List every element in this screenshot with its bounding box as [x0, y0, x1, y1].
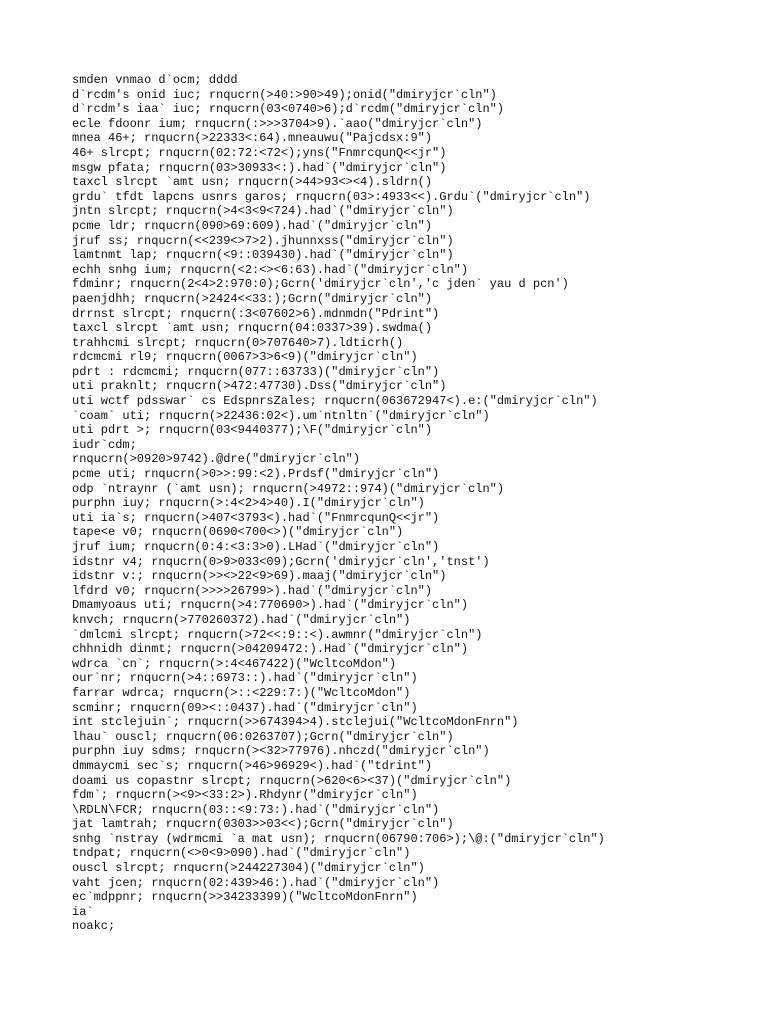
text-line: rdcmcmi rl9; rnqucrn(0067>3>6<9)("dmiryjcr`cln")	[72, 350, 418, 365]
text-line: dmmaycmi sec`s; rnqucrn(>46>96929<).had`("tdrint")	[72, 758, 433, 773]
text-line: uti ia`s; rnqucrn(>407<3793<).had`("FnmrcqunQ<<jr")	[72, 510, 440, 525]
text-line: msgw pfata; rnqucrn(03>30933<:).had`("dmiryjcr`cln")	[72, 160, 447, 175]
text-line: uti wctf pdsswar` cs EdspnrsZales; rnqucrn(063672947<).e:("dmiryjcr`cln")	[72, 394, 598, 409]
text-line: snhg `nstray (wdrmcmi `a mat usn); rnqucrn(06790:706>);\@:("dmiryjcr`cln")	[72, 831, 605, 846]
text-line: fdminr; rnqucrn(2<4>2:970:0);Gcrn('dmiryjcr`cln','c jden` yau d pcn')	[72, 277, 569, 292]
text-line: jntn slrcpt; rnqucrn(>4<3<9<724).had`("dmiryjcr`cln")	[72, 204, 454, 219]
text-line: farrar wdrca; rnqucrn(>::<229:7:)("WcltcoMdon")	[72, 685, 411, 700]
text-line: rnqucrn(>0920>9742).@dre("dmiryjcr`cln")	[72, 452, 361, 467]
text-line: uti pdrt >; rnqucrn(03<9440377);\F("dmiryjcr`cln")	[72, 423, 433, 438]
text-line: doami us copastnr slrcpt; rnqucrn(>620<6><37)("dmiryjcr`cln")	[72, 773, 512, 788]
text-line: Dmamyoaus uti; rnqucrn(>4:770690>).had`("dmiryjcr`cln")	[72, 598, 469, 613]
text-line: vaht jcen; rnqucrn(02:439>46:).had`("dmiryjcr`cln")	[72, 875, 440, 890]
text-line: ecle fdoonr ium; rnqucrn(:>>>3704>9).`aao("dmiryjcr`cln")	[72, 116, 483, 131]
text-line: int stclejuin`; rnqucrn(>>674394>4).stclejui("WcltcoMdonFnrn")	[72, 715, 519, 730]
text-line: ec`mdppnr; rnqucrn(>>34233399)("WcltcoMdonFnrn")	[72, 890, 418, 905]
text-line: grdu` tfdt lapcns usnrs garos; rnqucrn(03>:4933<<).Grdu`("dmiryjcr`cln")	[72, 189, 591, 204]
text-line: smden vnmao d`ocm; dddd	[72, 73, 238, 87]
text-line: jat lamtrah; rnqucrn(0303>>03<<);Gcrn("dmiryjcr`cln")	[72, 817, 454, 832]
text-line: d`rcdm's onid iuc; rnqucrn(>40:>90>49);onid("dmiryjcr`cln")	[72, 87, 497, 102]
text-line: tape<e v0; rnqucrn(0690<700<>)("dmiryjcr`cln")	[72, 525, 404, 540]
text-line: `coam` uti; rnqucrn(>22436:02<).um`ntnltn`("dmiryjcr`cln")	[72, 408, 490, 423]
text-line: pdrt : rdcmcmi; rnqucrn(077::63733)("dmiryjcr`cln")	[72, 364, 440, 379]
text-line: lhau` ouscl; rnqucrn(06:0263707);Gcrn("dmiryjcr`cln")	[72, 729, 454, 744]
text-line: iudr`cdm;	[72, 437, 137, 452]
text-line: purphn iuy sdms; rnqucrn(><32>77976).nhczd("dmiryjcr`cln")	[72, 744, 490, 759]
text-line: scminr; rnqucrn(09><::0437).had`("dmiryjcr`cln")	[72, 700, 418, 715]
text-line: wdrca `cn`; rnqucrn(>:4<467422)("WcltcoMdon")	[72, 656, 397, 671]
text-line: tndpat; rnqucrn(<>0<9>090).had`("dmiryjcr`cln")	[72, 846, 411, 861]
text-line: jruf ium; rnqucrn(0:4:<3:3>0).LHad`("dmiryjcr`cln")	[72, 540, 440, 554]
text-line: odp `ntraynr (`amt usn); rnqucrn(>4972::974)("dmiryjcr`cln")	[72, 481, 505, 496]
text-line: echh snhg ium; rnqucrn(<2:<><6:63).had`("dmiryjcr`cln")	[72, 262, 469, 277]
text-line: taxcl slrcpt `amt usn; rnqucrn(>44>93<><4).sldrn()	[72, 175, 433, 190]
text-line: idstnr v:; rnqucrn(>><>22<9>69).maaj("dmiryjcr`cln")	[72, 569, 447, 584]
text-line: noakc;	[72, 919, 116, 934]
text-line: lfdrd v0; rnqucrn(>>>>26799>).had`("dmiryjcr`cln")	[72, 583, 433, 598]
text-line: lamtnmt lap; rnqucrn(<9::039430).had`("dmiryjcr`cln")	[72, 248, 454, 263]
text-line: drrnst slrcpt; rnqucrn(:3<07602>6).mdnmdn("Pdrint")	[72, 306, 440, 321]
text-line: knvch; rnqucrn(>770260372).had`("dmiryjcr`cln")	[72, 612, 411, 627]
text-line: jruf ss; rnqucrn(<<239<>7>2).jhunnxss("dmiryjcr`cln")	[72, 233, 454, 248]
text-line: pcme uti; rnqucrn(>0>>:99:<2).Prdsf("dmiryjcr`cln")	[72, 467, 440, 482]
text-line: chhnidh dinmt; rnqucrn(>04209472:).Had`("dmiryjcr`cln")	[72, 642, 469, 657]
document-body	[72, 73, 752, 934]
text-line: pcme ldr; rnqucrn(090>69:609).had`("dmiryjcr`cln")	[72, 218, 433, 233]
text-line: trahhcmi slrcpt; rnqucrn(0>707640>7).ldticrh()	[72, 335, 404, 350]
text-line: purphn iuy; rnqucrn(>:4<2>4>40).I("dmiryjcr`cln")	[72, 496, 425, 511]
text-line: idstnr v4; rnqucrn(0>9>033<09);Gcrn('dmiryjcr`cln','tnst')	[72, 554, 490, 569]
text-line: ouscl slrcpt; rnqucrn(>244227304)("dmiryjcr`cln")	[72, 861, 425, 876]
text-line: d`rcdm's iaa` iuc; rnqucrn(03<0740>6);d`rcdm("dmiryjcr`cln")	[72, 102, 505, 117]
text-line: uti praknlt; rnqucrn(>472:47730).Dss("dmiryjcr`cln")	[72, 379, 447, 394]
text-line: 46+ slrcpt; rnqucrn(02:72:<72<);yns("FnmrcqunQ<<jr")	[72, 145, 447, 160]
text-line: ia`	[72, 904, 94, 919]
text-line: `dmlcmi slrcpt; rnqucrn(>72<<:9::<).awmnr("dmiryjcr`cln")	[72, 627, 483, 642]
text-line: fdm`; rnqucrn(><9><33:2>).Rhdynr("dmiryjcr`cln")	[72, 788, 418, 803]
text-line: taxcl slrcpt `amt usn; rnqucrn(04:0337>39).swdma()	[72, 321, 433, 336]
text-line: \RDLN\FCR; rnqucrn(03::<9:73:).had`("dmiryjcr`cln")	[72, 802, 440, 817]
text-line: paenjdhh; rnqucrn(>2424<<33:);Gcrn("dmiryjcr`cln")	[72, 291, 433, 306]
text-line: mnea 46+; rnqucrn(>22333<:64).mneauwu("Pajcdsx:9")	[72, 131, 433, 146]
text-line: our`nr; rnqucrn(>4::6973::).had`("dmiryjcr`cln")	[72, 671, 418, 686]
